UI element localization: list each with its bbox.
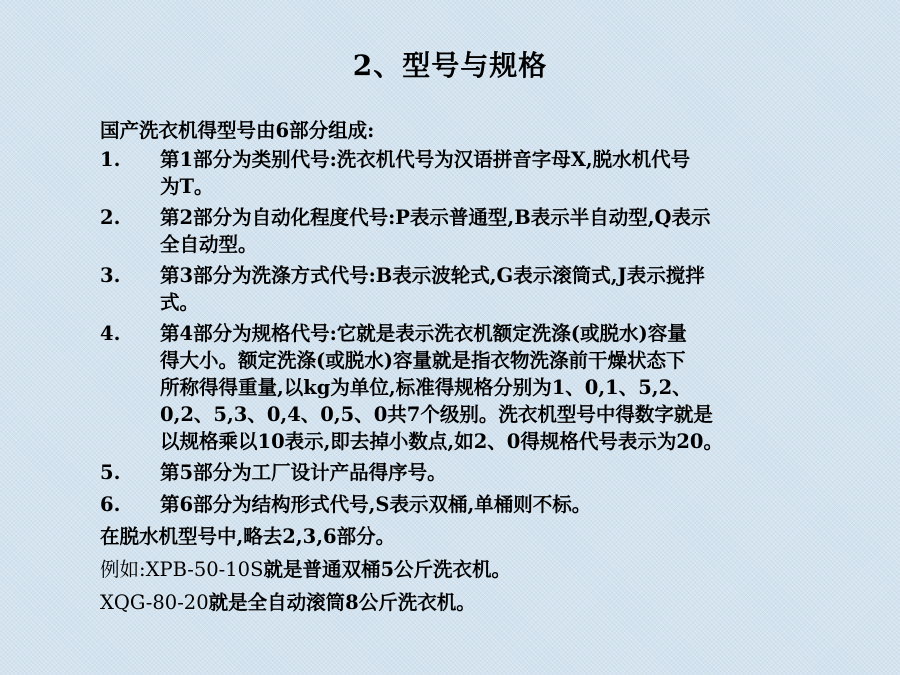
- note-text: 在脱水机型号中,略去2,3,6部分。: [100, 525, 396, 548]
- list-item-line: 0,2、5,3、0,4、0,5、0共7个级别。洗衣机型号中得数字就是: [160, 403, 713, 426]
- list-item-line: 所称得得重量,以kg为单位,标准得规格分别为1、0,1、5,2、: [160, 376, 692, 399]
- list-item-line: 第5部分为工厂设计产品得序号。: [160, 461, 447, 484]
- list-item-number: 6.: [100, 493, 121, 516]
- list-item: [100, 320, 790, 455]
- list-item-number: 5.: [100, 461, 121, 484]
- numbered-list: [100, 146, 790, 518]
- slide-title: 2、型号与规格: [352, 49, 548, 82]
- example-line-2: [100, 589, 790, 616]
- list-item-number: 3.: [100, 264, 121, 287]
- list-item-line: 第1部分为类别代号:洗衣机代号为汉语拼音字母X,脱水机代号: [160, 148, 691, 171]
- list-item-number: 1.: [100, 148, 121, 171]
- example-code: XPB-50-10S: [145, 558, 264, 581]
- list-item-line: 式。: [160, 291, 200, 314]
- list-item: [100, 491, 790, 518]
- list-item-line: 第4部分为规格代号:它就是表示洗衣机额定洗涤(或脱水)容量: [160, 322, 687, 345]
- list-item-number: 2.: [100, 206, 121, 229]
- list-item-line: 第3部分为洗涤方式代号:B表示波轮式,G表示滚筒式,J表示搅拌: [160, 264, 705, 287]
- list-item: [100, 459, 790, 486]
- slide-content: [100, 117, 790, 616]
- list-item-line: 全自动型。: [160, 233, 258, 256]
- list-item-line: 以规格乘以10表示,即去掉小数点,如2、0得规格代号表示为20。: [160, 430, 723, 453]
- example-line-1: [100, 556, 790, 583]
- list-item-line: 第2部分为自动化程度代号:P表示普通型,B表示半自动型,Q表示: [160, 206, 711, 229]
- list-item-line: 第6部分为结构形式代号,S表示双桶,单桶则不标。: [160, 493, 592, 516]
- intro-text: 国产洗衣机得型号由6部分组成:: [100, 119, 375, 142]
- list-item: [100, 146, 790, 200]
- list-item-line: 得大小。额定洗涤(或脱水)容量就是指衣物洗涤前干燥状态下: [160, 349, 686, 372]
- example-text: 就是全自动滚筒8公斤洗衣机。: [208, 591, 476, 614]
- example-text: 就是普通双桶5公斤洗衣机。: [263, 558, 512, 581]
- list-item: [100, 262, 790, 316]
- list-item: [100, 204, 790, 258]
- example-code: XQG-80-20: [100, 591, 209, 614]
- list-item-number: 4.: [100, 322, 121, 345]
- example-prefix: 例如:: [100, 558, 146, 581]
- list-item-line: 为T。: [160, 175, 214, 198]
